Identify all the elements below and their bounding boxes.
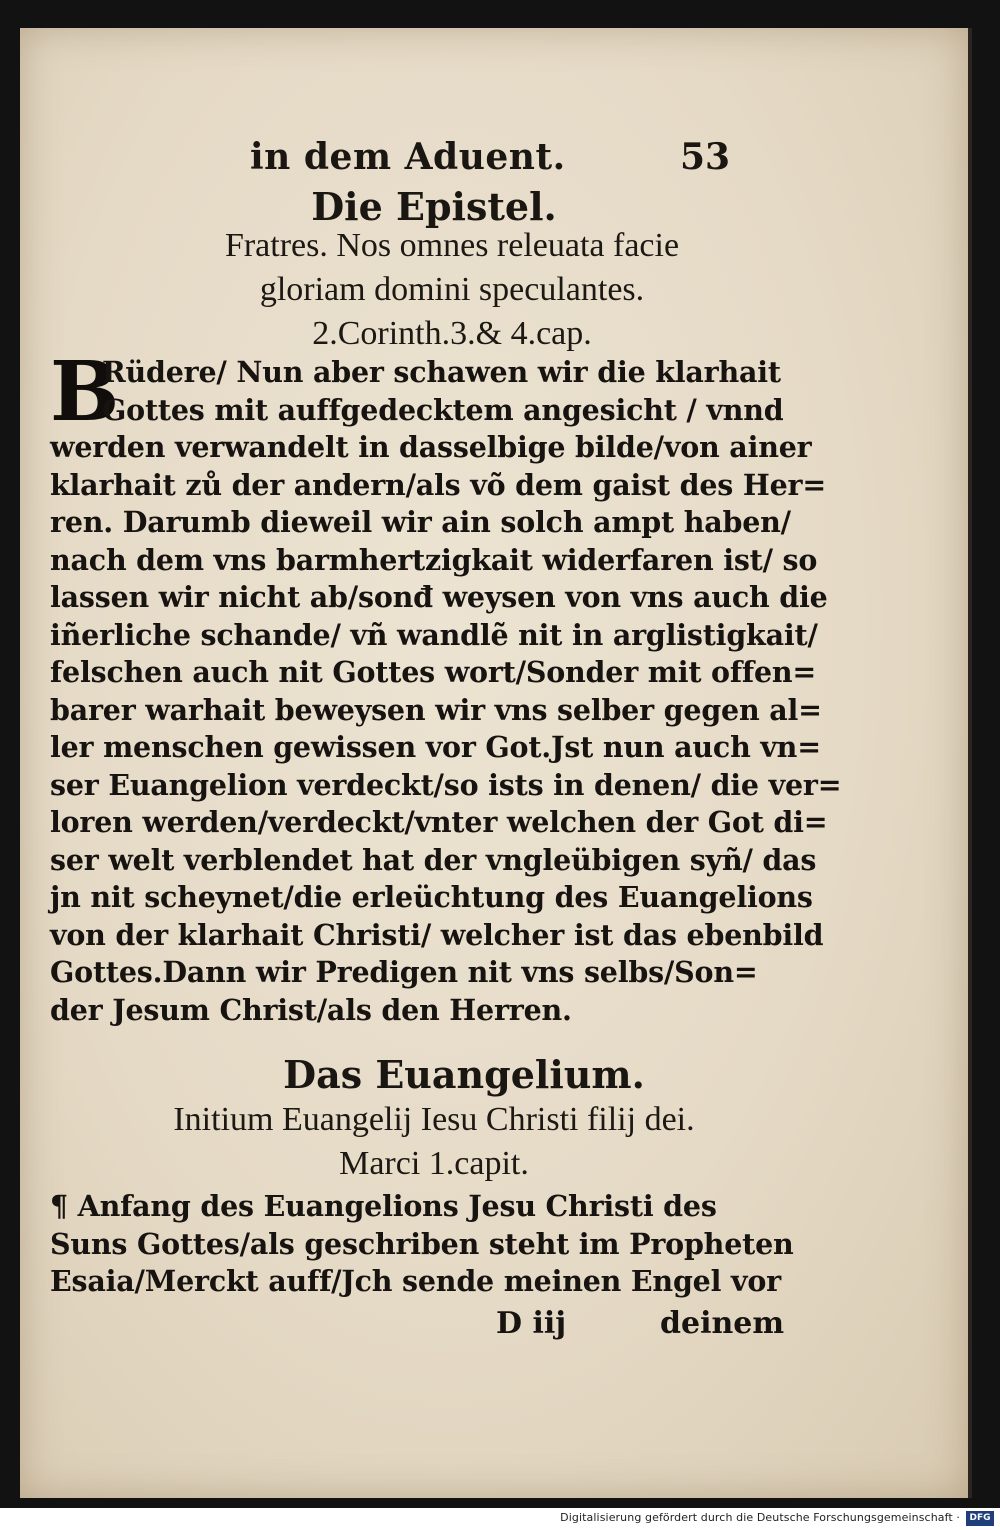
text-line: iñerliche schande/ vñ wandlẽ nit in arglistigkait/ <box>50 617 818 652</box>
signature-mark: D iij <box>496 1306 567 1341</box>
text-line: jn nit scheynet/die erleüchtung des Euangelions <box>50 880 813 914</box>
text-line: werden verwandelt in dasselbige bilde/von ainer <box>50 430 812 464</box>
funding-notice: Digitalisierung gefördert durch die Deutsche Forschungsgemeinschaft · <box>560 1511 960 1524</box>
digitization-footer <box>0 1508 1000 1530</box>
text-line: Gottes.Dann wir Predigen nit vns selbs/Son= <box>50 955 758 989</box>
text-line: ser Euangelion verdeckt/so ists in denen/ die ver= <box>50 767 842 802</box>
text-line: Esaia/Merckt auff/Jch sende meinen Engel vor <box>50 1264 781 1298</box>
text-line: Rüdere/ Nun aber schawen wir die klarhait <box>102 355 781 389</box>
dfg-logo: DFG <box>966 1511 994 1526</box>
epistle-latin-incipit <box>0 224 926 356</box>
drop-capital: B <box>50 344 120 440</box>
gospel-latin-incipit <box>0 1098 908 1186</box>
text-line: felschen auch nit Gottes wort/Sonder mit offen= <box>50 655 817 689</box>
text-line: nach dem vns barmhertzigkait widerfaren ist/ so <box>50 542 818 577</box>
gospel-text <box>50 1188 794 1301</box>
running-head: in dem Aduent. <box>250 136 566 178</box>
latin-line: gloriam domini speculantes. <box>259 271 645 308</box>
page-header <box>20 136 968 186</box>
epistle-text <box>50 344 842 1029</box>
text-line: barer warhait beweysen wir vns selber gegen al= <box>50 692 822 727</box>
epistle-heading: Die Epistel. <box>311 184 557 229</box>
text-line: ¶ Anfang des Euangelions Jesu Christi des <box>50 1189 717 1223</box>
text-line: loren werden/verdeckt/vnter welchen der Got di= <box>50 805 828 839</box>
book-page <box>20 28 972 1498</box>
latin-line: Fratres. Nos omnes releuata facie <box>224 227 680 264</box>
text-line: ser welt verblendet hat der vngleübigen syñ/ das <box>50 842 817 877</box>
latin-line: Marci 1.capit. <box>339 1145 529 1182</box>
text-line: klarhait zů der andern/als võ dem gaist des Her= <box>50 467 827 502</box>
catchline <box>20 1306 968 1350</box>
text-line: der Jesum Christ/als den Herren. <box>50 992 572 1027</box>
text-line: von der klarhait Christi/ welcher ist das ebenbild <box>50 917 824 952</box>
text-line: Gottes mit auffgedecktem angesicht / vnnd <box>102 392 784 427</box>
text-line: ren. Darumb dieweil wir ain solch ampt haben/ <box>50 505 791 539</box>
latin-line: 2.Corinth.3.& 4.cap. <box>312 315 592 352</box>
catchword: deinem <box>660 1306 785 1341</box>
text-line: lassen wir nicht ab/sonđ weysen von vns auch die <box>50 580 828 614</box>
gospel-heading: Das Euangelium. <box>283 1052 645 1097</box>
page-number: 53 <box>680 136 731 178</box>
text-line: ler menschen gewissen vor Got.Jst nun auch vn= <box>50 730 821 764</box>
latin-line: Initium Euangelij Iesu Christi filij dei. <box>173 1101 695 1138</box>
text-line: Suns Gottes/als geschriben steht im Propheten <box>50 1226 794 1261</box>
